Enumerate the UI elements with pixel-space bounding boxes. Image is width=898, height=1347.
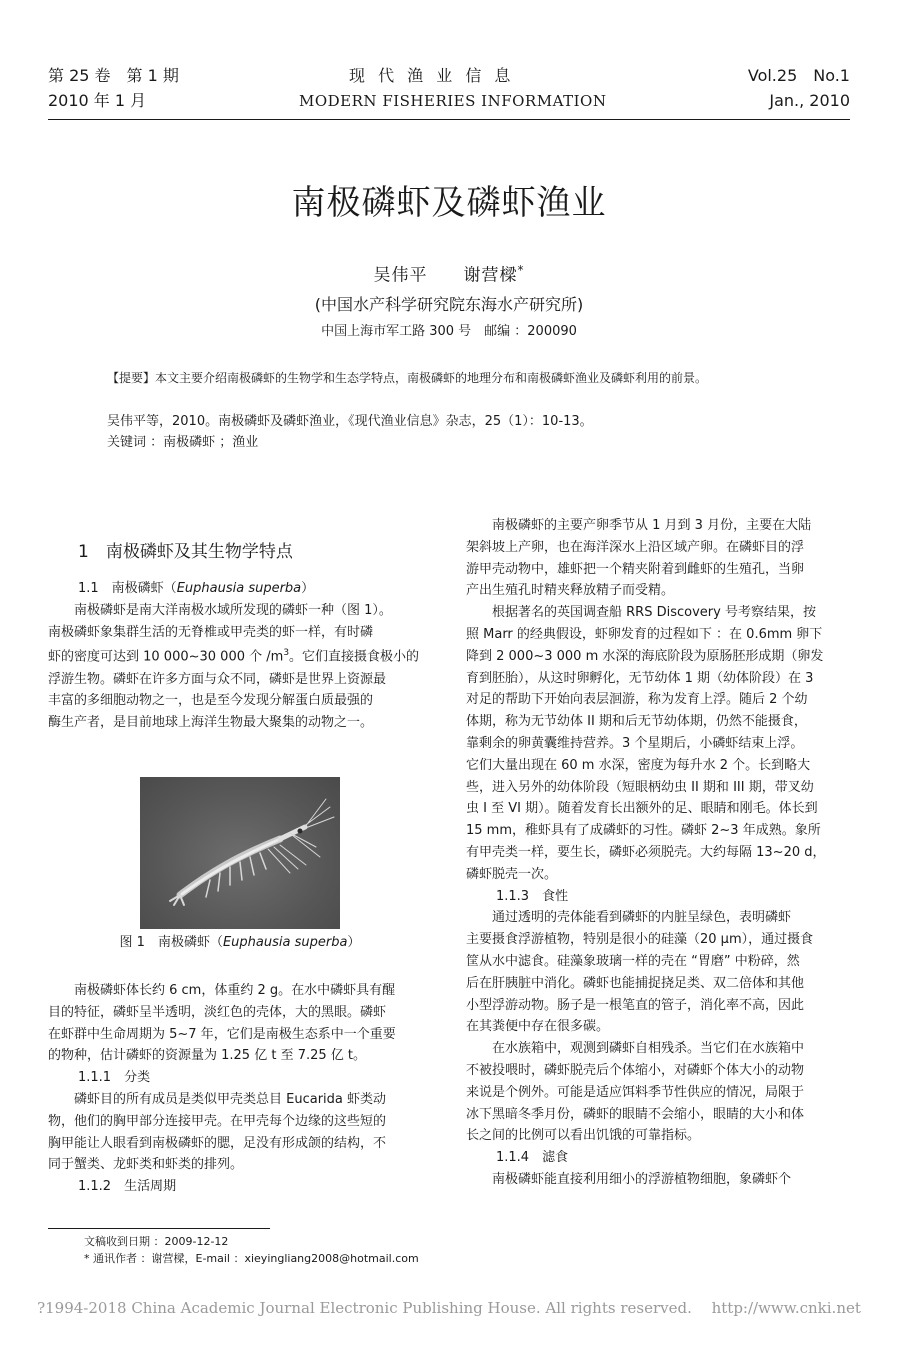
text-line: 它们大量出现在 60 m 水深，密度为每升水 2 个。长到略大 <box>466 757 811 773</box>
header-rule <box>48 119 850 120</box>
species-name: Euphausia superba <box>176 581 302 596</box>
text-line: 冰下黑暗冬季月份，磷虾的眼睛不会缩小，眼睛的大小和体 <box>466 1106 805 1122</box>
right-column <box>466 515 851 1191</box>
author-names: 吴伟平 谢营樑 <box>373 265 518 286</box>
article-authors <box>0 258 898 288</box>
footnote-received-date: 文稿收到日期 ：2009-12-12 <box>84 1235 229 1248</box>
text-line: 丰富的多细胞动物之一，也是至今发现分解蛋白质最强的 <box>48 693 374 709</box>
krill-illustration <box>140 777 340 929</box>
author-affiliation: (中国水产科学研究院东海水产研究所) <box>314 295 584 314</box>
text-line: 架斜坡上产卵，也在海洋深水上沿区域产卵。在磷虾目的浮 <box>466 539 805 555</box>
text-line: 在其粪便中存在很多碳。 <box>466 1019 610 1035</box>
text-line: 后在肝胰脏中消化。磷虾也能捕捉挠足类、双二倍体和其他 <box>466 975 805 991</box>
text-line: 不被投喂时，磷虾脱壳后个体缩小，对磷虾个体大小的动物 <box>466 1062 805 1078</box>
text-line: 南极磷虾象集群生活的无脊椎或甲壳类的虾一样，有时磷 <box>48 624 374 640</box>
figure-caption: 图 1 南极磷虾（Euphausia superba） <box>119 935 361 950</box>
left-column-lower <box>48 980 433 1198</box>
footnote-corresponding-author: * 通讯作者 ：谢营樑，E-mail ：xieyingliang2008@hotmail.com <box>84 1252 419 1265</box>
subsection-heading-1-1: 1.1 南极磷虾（Euphausia superba） <box>78 581 315 596</box>
text-line: 南极磷虾是南大洋南极水域所发现的磷虾一种（图 1）。 <box>74 602 392 618</box>
text-line: 15 mm，稚虾具有了成磷虾的习性。磷虾 2~3 年成熟。象所 <box>466 823 821 839</box>
text-line: 些，进入另外的幼体阶段（短眼柄幼虫 II 期和 III 期，带叉幼 <box>466 779 814 795</box>
text-line: 靠剩余的卵黄囊维持营养。3 个星期后，小磷虾结束上浮。 <box>466 735 804 751</box>
text-line: 根据著名的英国调查船 RRS Discovery 号考察结果，按 <box>492 605 816 621</box>
copyright-footer: ?1994-2018 China Academic Journal Electronic Publishing House. All rights reserved. http://www.cnki.net <box>37 1299 861 1317</box>
text-line: 同于蟹类、龙虾类和虾类的排列。 <box>48 1157 244 1173</box>
text-line: 对足的帮助下开始向表层洄游，称为发育上浮。随后 2 个幼 <box>466 692 808 708</box>
keywords: 关键词 ：南极磷虾 ；渔业 <box>107 435 259 450</box>
text-line: 的物种，估计磷虾的资源量为 1.25 亿 t 至 7.25 亿 t。 <box>48 1048 367 1064</box>
journal-date: 2010 年 1 月 <box>48 91 147 110</box>
text-line: 体期，称为无节幼体 II 期和后无节幼体期，仍然不能摄食， <box>466 714 807 730</box>
journal-name-en: MODERN FISHERIES INFORMATION <box>299 92 607 110</box>
article-title: 南极磷虾及磷虾渔业 <box>291 183 607 223</box>
krill-photo <box>140 777 340 929</box>
text-line: 磷虾目的所有成员是类似甲壳类总目 Eucarida 虾类动 <box>74 1091 387 1107</box>
text-line: 南极磷虾能直接利用细小的浮游植物细胞，象磷虾个 <box>492 1171 792 1187</box>
caption-species-name: Euphausia superba <box>222 935 348 950</box>
text-line: 在虾群中生命周期为 5~7 年，它们是南极生态系中一个重要 <box>48 1026 396 1042</box>
text-line: 小型浮游动物。肠子是一根笔直的管子，消化率不高，因此 <box>466 997 805 1013</box>
text-line: 有甲壳类一样，要生长，磷虾必须脱壳。大约每隔 13~20 d， <box>466 844 826 860</box>
subsection-heading-1-1-1: 1.1.1 分类 <box>78 1070 151 1086</box>
text-line: 南极磷虾的主要产卵季节从 1 月到 3 月份，主要在大陆 <box>492 518 812 533</box>
text-line: 产出生殖孔时精夹释放精子而受精。 <box>466 583 675 599</box>
text-line: 照 Marr 的经典假设，虾卵发育的过程如下 ：在 0.6mm 卵下 <box>466 626 823 642</box>
text-line: 虫 I 至 VI 期）。随着发育长出额外的足、眼睛和刚毛。体长到 <box>466 801 818 817</box>
text-line: 南极磷虾体长约 6 cm，体重约 2 g。在水中磷虾具有醒 <box>74 983 396 998</box>
text-line: 降到 2 000~3 000 m 水深的海底阶段为原肠胚形成期（卵发 <box>466 648 824 664</box>
text-line: 来说是个例外。可能是适应饵料季节性供应的情况，局限于 <box>466 1084 805 1100</box>
text-line: 游甲壳动物中，雄虾把一个精夹附着到雌虾的生殖孔，当卵 <box>466 561 805 577</box>
text-line: 主要摄食浮游植物，特别是很小的硅藻（20 μm），通过摄食 <box>466 932 814 948</box>
section-heading-1: 1 南极磷虾及其生物学特点 <box>78 542 293 562</box>
journal-name-cn: 现 代 渔 业 信 息 <box>349 66 515 85</box>
corresponding-author-mark: * <box>517 263 525 277</box>
journal-issue: 第 25 卷 第 1 期 <box>48 66 179 85</box>
text-line: 胸甲能让人眼看到南极磷虾的腮，足没有形成颌的结构，不 <box>48 1135 387 1151</box>
text-line: 长之间的比例可以看出饥饿的可靠指标。 <box>466 1128 701 1144</box>
footnote-rule <box>48 1228 270 1229</box>
subsection-heading-1-1-3: 1.1.3 食性 <box>496 888 569 904</box>
text-line: 目的特征，磷虾呈半透明，淡红色的壳体，大的黑眼。磷虾 <box>48 1004 387 1020</box>
subsection-heading-1-1-4: 1.1.4 滤食 <box>496 1150 569 1166</box>
text-line: 育到胚胎），从这时卵孵化，无节幼体 1 期（幼体阶段）在 3 <box>466 670 814 686</box>
text-line: 磷虾脱壳一次。 <box>466 866 558 882</box>
subsection-heading-1-1-2: 1.1.2 生活周期 <box>78 1179 177 1195</box>
abstract: 【提要】本文主要介绍南极磷虾的生物学和生态学特点，南极磷虾的地理分布和南极磷虾渔业及磷虾利用的前景。 <box>107 371 708 385</box>
text-line: 浮游生物。磷虾在许多方面与众不同，磷虾是世界上资源最 <box>48 671 387 687</box>
left-column-upper <box>48 540 433 734</box>
text-line: 在水族箱中，观测到磷虾自相残杀。当它们在水族箱中 <box>492 1041 805 1057</box>
journal-volume: Vol.25 No.1 <box>747 66 850 85</box>
text-line: 筐从水中滤食。硅藻象玻璃一样的壳在 “胃磨” 中粉碎，然 <box>466 953 800 969</box>
text-line: 物，他们的胸甲部分连接甲壳。在甲壳每个边缘的这些短的 <box>48 1113 387 1129</box>
text-line: 虾的密度可达到 10 000~30 000 个 $/m^3$。它们直接摄食极小的 <box>48 648 420 665</box>
text-line: 酶生产者，是目前地球上海洋生物最大聚集的动物之一。 <box>48 715 374 731</box>
text-line: 通过透明的壳体能看到磷虾的内脏呈绿色，表明磷虾 <box>492 910 792 926</box>
citation: 吴伟平等，2010。南极磷虾及磷虾渔业，《现代渔业信息》杂志，25（1）：10-13。 <box>107 414 593 429</box>
journal-month: Jan., 2010 <box>769 91 850 110</box>
unit-superscript: 3 <box>283 648 290 659</box>
author-address: 中国上海市军工路 300 号 邮编 ：200090 <box>321 324 577 339</box>
